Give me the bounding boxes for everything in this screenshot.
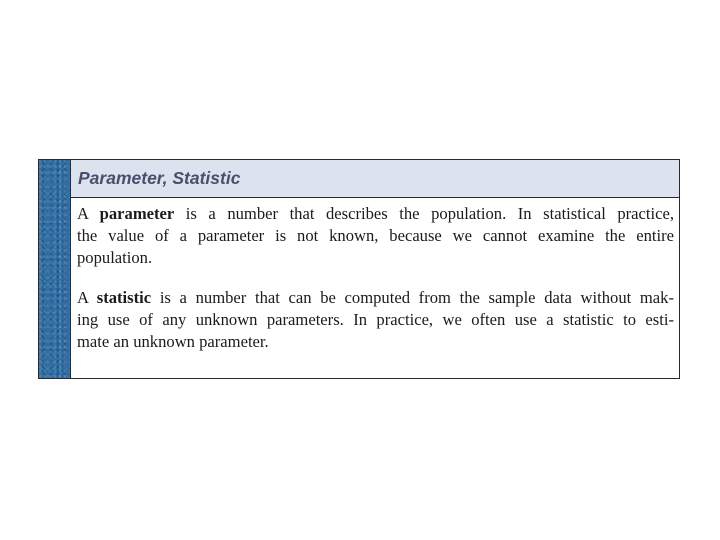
text-line <box>77 203 674 225</box>
text-line <box>77 287 674 309</box>
text-run: ing use of any unknown parameters. In practice, we often use a statistic to esti- <box>77 310 674 329</box>
text-run: the value of a parameter is not known, because we cannot examine the entire <box>77 226 674 245</box>
text-line <box>77 247 674 269</box>
text-line <box>77 331 674 353</box>
text-run: population. <box>77 248 153 267</box>
text-run: is a number that can be computed from the sample data without mak- <box>151 288 674 307</box>
text-line <box>77 225 674 247</box>
definition-content <box>77 203 674 371</box>
statistic-definition <box>77 287 674 353</box>
box-title: Parameter, Statistic <box>78 168 241 188</box>
title-strip <box>71 160 679 198</box>
definition-box <box>38 159 680 379</box>
text-line <box>77 309 674 331</box>
text-run: is a number that describes the population. In statistical practice, <box>174 204 675 223</box>
parameter-definition <box>77 203 674 269</box>
text-run: A <box>77 204 100 223</box>
decorative-side-bar <box>39 160 71 378</box>
text-run: mate an unknown parameter. <box>77 332 269 351</box>
defined-term: statistic <box>96 288 152 307</box>
defined-term: parameter <box>99 204 175 223</box>
text-run: A <box>77 288 97 307</box>
